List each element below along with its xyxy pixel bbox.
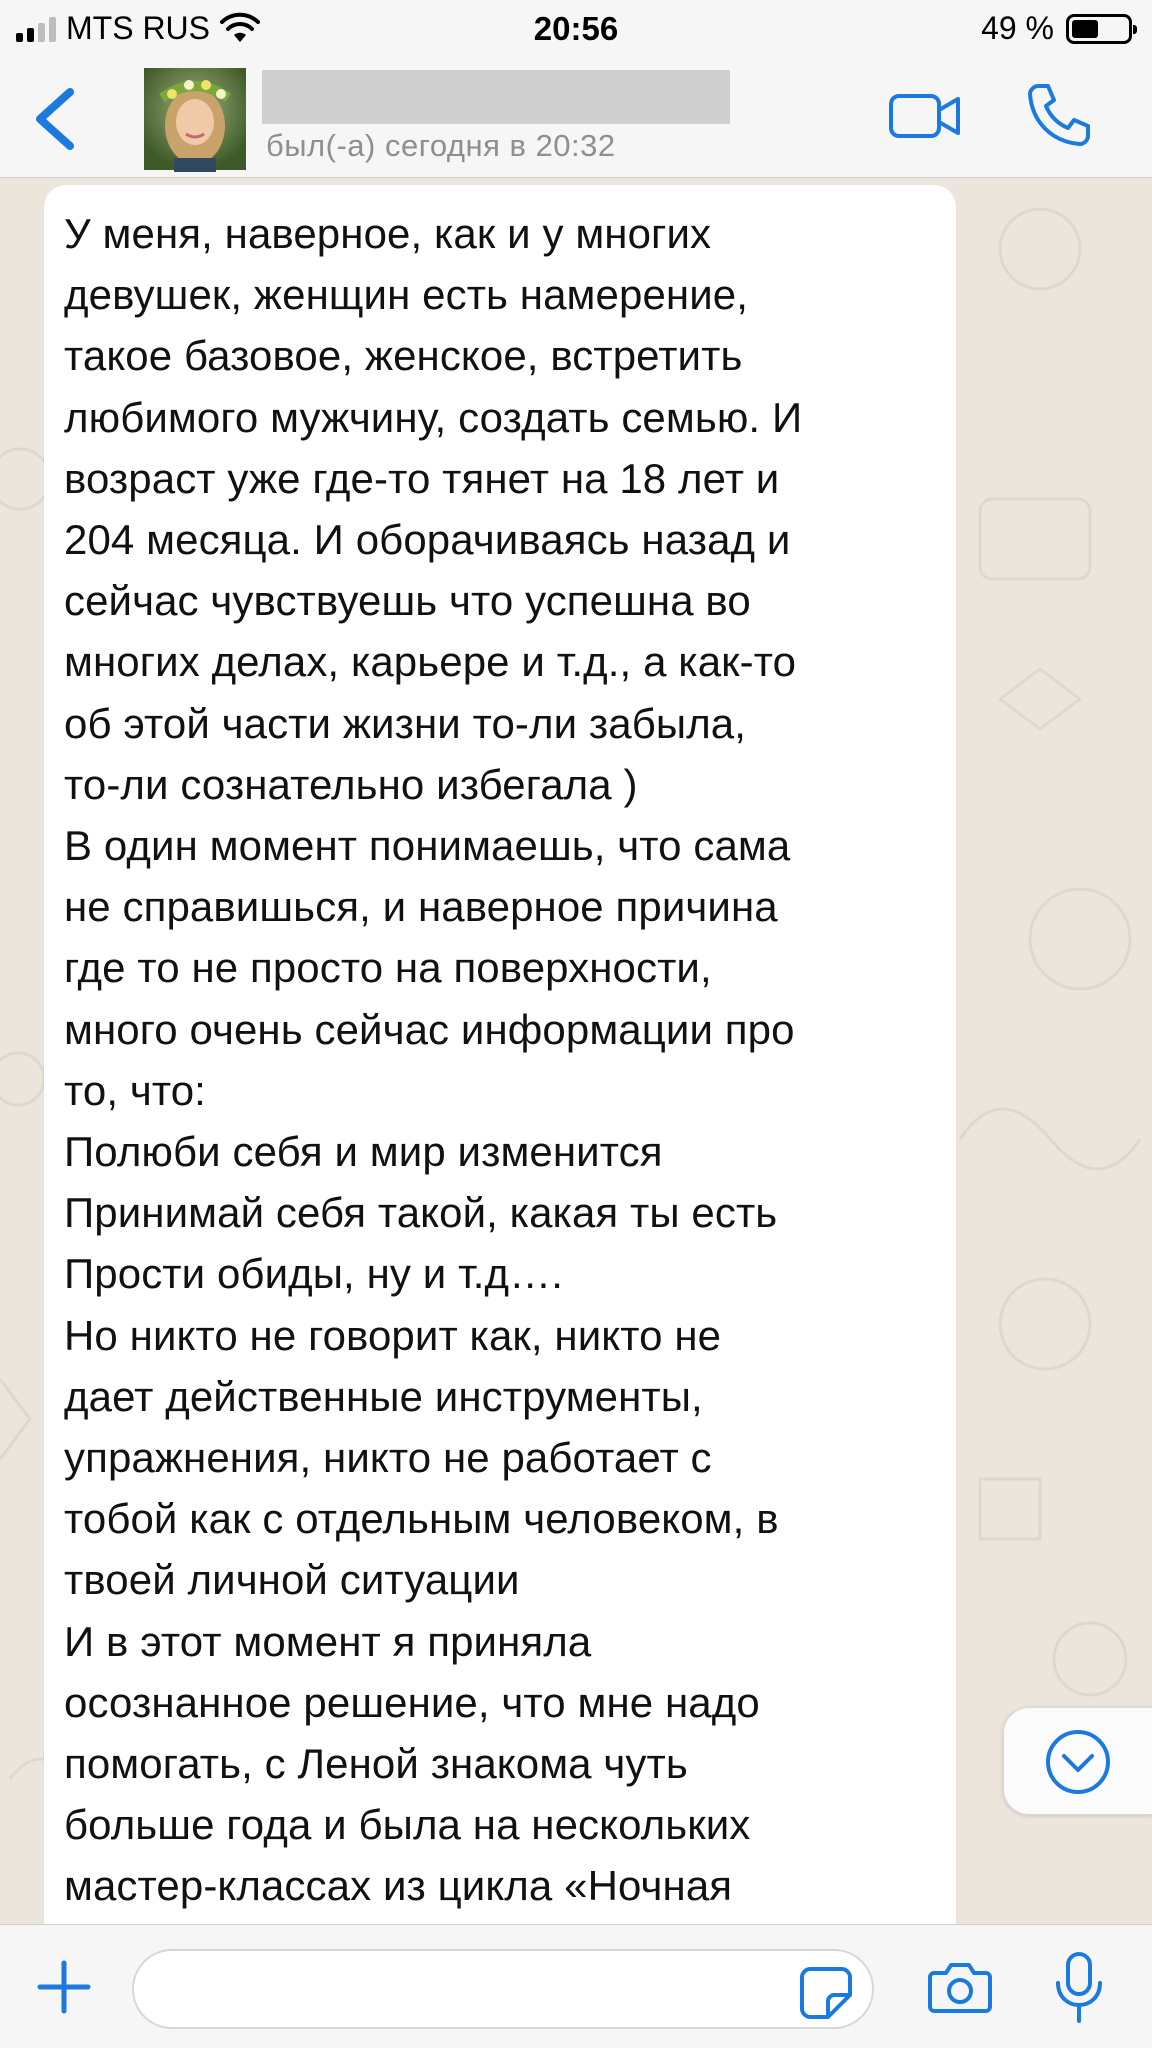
camera-icon xyxy=(928,1959,992,2015)
incoming-message-bubble[interactable] xyxy=(44,185,956,1945)
carrier-name: MTS RUS xyxy=(66,10,210,46)
sticker-button[interactable] xyxy=(798,1965,854,2021)
back-button[interactable] xyxy=(26,84,86,154)
microphone-button[interactable] xyxy=(1052,1951,1106,2025)
message-input[interactable] xyxy=(132,1949,874,2029)
camera-button[interactable] xyxy=(928,1959,992,2015)
battery-level-fill xyxy=(1072,20,1098,38)
message-composer xyxy=(0,1924,1152,2048)
attach-button[interactable] xyxy=(34,1957,94,2017)
plus-icon xyxy=(34,1957,94,2017)
video-call-button[interactable] xyxy=(888,88,962,144)
chevron-left-icon xyxy=(26,84,86,154)
video-camera-icon xyxy=(888,88,962,144)
chevron-down-circle-icon xyxy=(1044,1728,1112,1796)
scroll-to-bottom-button[interactable] xyxy=(1003,1707,1152,1815)
contact-name-redacted[interactable] xyxy=(262,70,730,124)
message-text: У меня, наверное, как и у многих девушек, женщин есть намерение, такое базовое, женское, встретить любимого мужчину, создать семью. И возраст уже где-то тянет на 18 лет и 204 месяца. И оборачиваясь назад и сейчас чувствуешь что успешна во многих делах, карьере и т.д., а как-то об этой части жизни то-ли забыла, то-ли сознательно избегала ) В один момент понимаешь, что сама не справишься, и наверное причина где то не просто на поверхности, много очень сейчас информации про то, что: Полюби себя и мир изменится Принимай себя такой, какая ты есть Прости обиды, ну и т.д…. Но никто не говорит как, никто не дает действенные инструменты, упражнения, никто не работает с тобой как с отдельным человеком, в твоей личной ситуации И в этот момент я приняла осознанное решение, что мне надо помогать, с Леной знакома чуть больше года и была на нескольких мастер-классах из цикла «Ночная xyxy=(64,210,803,1910)
chat-header xyxy=(0,58,1152,178)
microphone-icon xyxy=(1052,1951,1106,2025)
last-seen-status: был(-а) сегодня в 20:32 xyxy=(266,128,616,163)
sticker-icon xyxy=(798,1965,854,2021)
phone-icon xyxy=(1024,80,1094,150)
chat-messages-area[interactable] xyxy=(0,179,1152,1924)
status-bar-right xyxy=(981,10,1132,47)
battery-percent: 49 % xyxy=(981,10,1054,46)
contact-avatar[interactable] xyxy=(144,68,246,170)
voice-call-button[interactable] xyxy=(1024,80,1094,150)
clock-time: 20:56 xyxy=(533,10,619,47)
avatar-photo xyxy=(144,68,246,170)
battery-icon xyxy=(1066,14,1132,44)
status-bar xyxy=(0,0,1152,58)
